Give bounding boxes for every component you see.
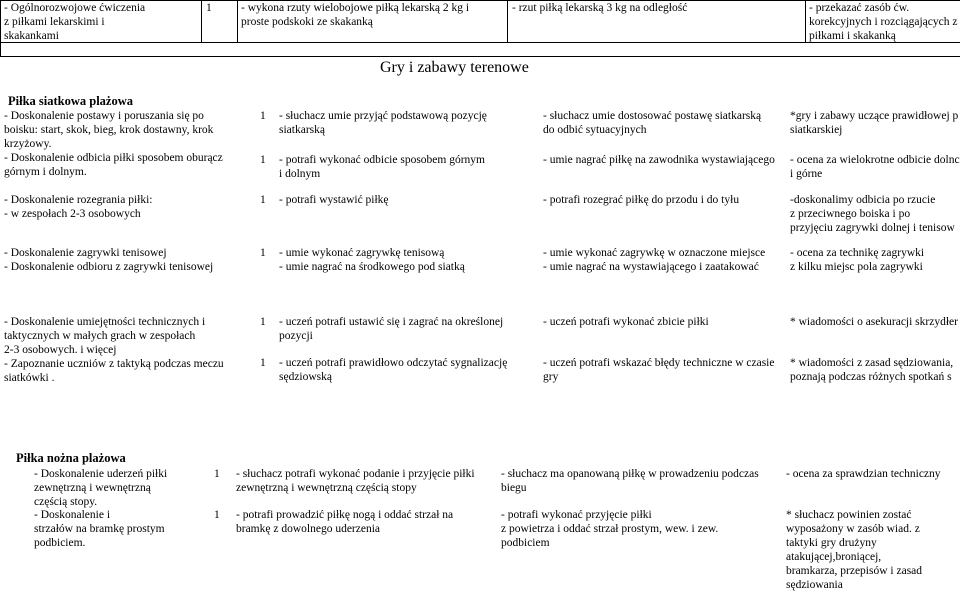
top-row-evaluation: - przekazać zasób ćw. korekcyjnych i rozciągających z piłkami i skakanką bbox=[809, 2, 958, 42]
football-skill: - Doskonalenie uderzeń piłki zewnętrzną i wewnętrzną częścią stopy. bbox=[34, 468, 168, 508]
volleyball-skill: - Doskonalenie rozegrania piłki: - w zespołach 2-3 osobowych bbox=[4, 194, 153, 220]
football-evaluation: * słuchacz powinien zostać wyposażony w zasób wiad. z taktyki gry drużyny atakującej,broniącej, bramkarza, przepisów i zasad sędziowania bbox=[786, 509, 923, 591]
football-heading: Piłka nożna plażowa bbox=[16, 451, 126, 465]
row-number: 1 bbox=[260, 316, 266, 328]
volleyball-heading: Piłka siatkowa plażowa bbox=[8, 94, 134, 108]
football-requirement: - potrafi prowadzić piłkę nogą i oddać strzał na bramkę z dowolnego uderzenia bbox=[236, 509, 454, 535]
football-evaluation: - ocena za sprawdzian techniczny bbox=[786, 468, 941, 480]
volleyball-achievement: - uczeń potrafi wykonać zbicie piłki bbox=[543, 316, 709, 328]
top-row-achievement: - rzut piłką lekarską 3 kg na odległość bbox=[512, 2, 688, 14]
volleyball-skill: - Doskonalenie umiejętności technicznych i taktycznych w małych grach w zespołach 2-3 osobowych. i więcej - Zapoznanie uczniów z taktyką podczas meczu siatkówki . bbox=[4, 316, 224, 384]
volleyball-requirement: - potrafi wystawić piłkę bbox=[279, 194, 389, 206]
volleyball-achievement: - umie wykonać zagrywkę w oznaczone miejsce - umie nagrać na wystawiającego i zaatakować bbox=[543, 247, 766, 273]
row-number: 1 bbox=[214, 509, 220, 521]
football-achievement: - potrafi wykonać przyjęcie piłki z powietrza i oddać strzał prostym, wew. i zew. podbiciem bbox=[501, 509, 719, 549]
volleyball-evaluation: * wiadomości z zasad sędziowania, poznają podczas różnych spotkań s bbox=[790, 357, 954, 383]
football-achievement: - słuchacz ma opanowaną piłkę w prowadzeniu podczas biegu bbox=[501, 468, 759, 494]
table-divider bbox=[237, 0, 238, 43]
table-divider bbox=[805, 0, 806, 43]
top-row-number: 1 bbox=[206, 2, 212, 14]
volleyball-requirement: - umie wykonać zagrywkę tenisową - umie nagrać na środkowego pod siatką bbox=[279, 247, 465, 273]
table-divider bbox=[201, 0, 202, 43]
table-border-left bbox=[0, 0, 1, 56]
volleyball-requirement: - potrafi wykonać odbicie sposobem górnym i dolnym bbox=[279, 154, 485, 180]
row-number: 1 bbox=[260, 154, 266, 166]
volleyball-achievement: - potrafi rozegrać piłkę do przodu i do tyłu bbox=[543, 194, 740, 206]
volleyball-requirement: - uczeń potrafi ustawić się i zagrać na określonej pozycji bbox=[279, 316, 504, 342]
row-number: 1 bbox=[260, 357, 266, 369]
row-number: 1 bbox=[260, 194, 266, 206]
volleyball-requirement: - uczeń potrafi prawidłowo odczytać sygnalizację sędziowską bbox=[279, 357, 508, 383]
volleyball-evaluation: * wiadomości o asekuracji skrzydłer bbox=[790, 316, 958, 328]
volleyball-evaluation: *gry i zabawy uczące prawidłowej p siatkarskiej bbox=[790, 110, 959, 136]
table-divider bbox=[507, 0, 508, 43]
top-row-requirement: - wykona rzuty wielobojowe piłką lekarską 2 kg i proste podskoki ze skakanką bbox=[241, 2, 470, 28]
volleyball-skill: - Doskonalenie postawy i poruszania się po boisku: start, skok, bieg, krok dostawny, krok krzyżowy. - Doskonalenie odbicia piłki sposobem oburącz górnym i dolnym. bbox=[4, 110, 223, 178]
volleyball-achievement: - umie nagrać piłkę na zawodnika wystawiającego bbox=[543, 154, 775, 166]
football-requirement: - słuchacz potrafi wykonać podanie i przyjęcie piłki zewnętrzną i wewnętrzną częścią stopy bbox=[236, 468, 475, 494]
table-border-bottom bbox=[0, 56, 960, 57]
volleyball-evaluation: - ocena za technikę zagrywki z kilku miejsc pola zagrywki bbox=[790, 247, 925, 273]
section-title: Gry i zabawy terenowe bbox=[380, 59, 529, 76]
football-skill: - Doskonalenie i strzałów na bramkę prostym podbiciem. bbox=[34, 509, 165, 549]
volleyball-skill: - Doskonalenie zagrywki tenisowej - Doskonalenie odbioru z zagrywki tenisowej bbox=[4, 247, 214, 273]
volleyball-achievement: - słuchacz umie dostosować postawę siatkarską do odbić sytuacyjnych bbox=[543, 110, 762, 136]
row-number: 1 bbox=[214, 468, 220, 480]
volleyball-evaluation: -doskonalimy odbicia po rzucie z przeciwnego boiska i po przyjęciu zagrywki dolnej i tenisow bbox=[790, 194, 955, 234]
top-row-skill: - Ogólnorozwojowe ćwiczenia z piłkami lekarskimi i skakankami bbox=[4, 2, 146, 42]
volleyball-requirement: - słuchacz umie przyjąć podstawową pozycję siatkarską bbox=[279, 110, 487, 136]
row-number: 1 bbox=[260, 247, 266, 259]
volleyball-evaluation: - ocena za wielokrotne odbicie dolnc i górne bbox=[790, 154, 960, 180]
row-number: 1 bbox=[260, 110, 266, 122]
volleyball-achievement: - uczeń potrafi wskazać błędy techniczne w czasie gry bbox=[543, 357, 775, 383]
